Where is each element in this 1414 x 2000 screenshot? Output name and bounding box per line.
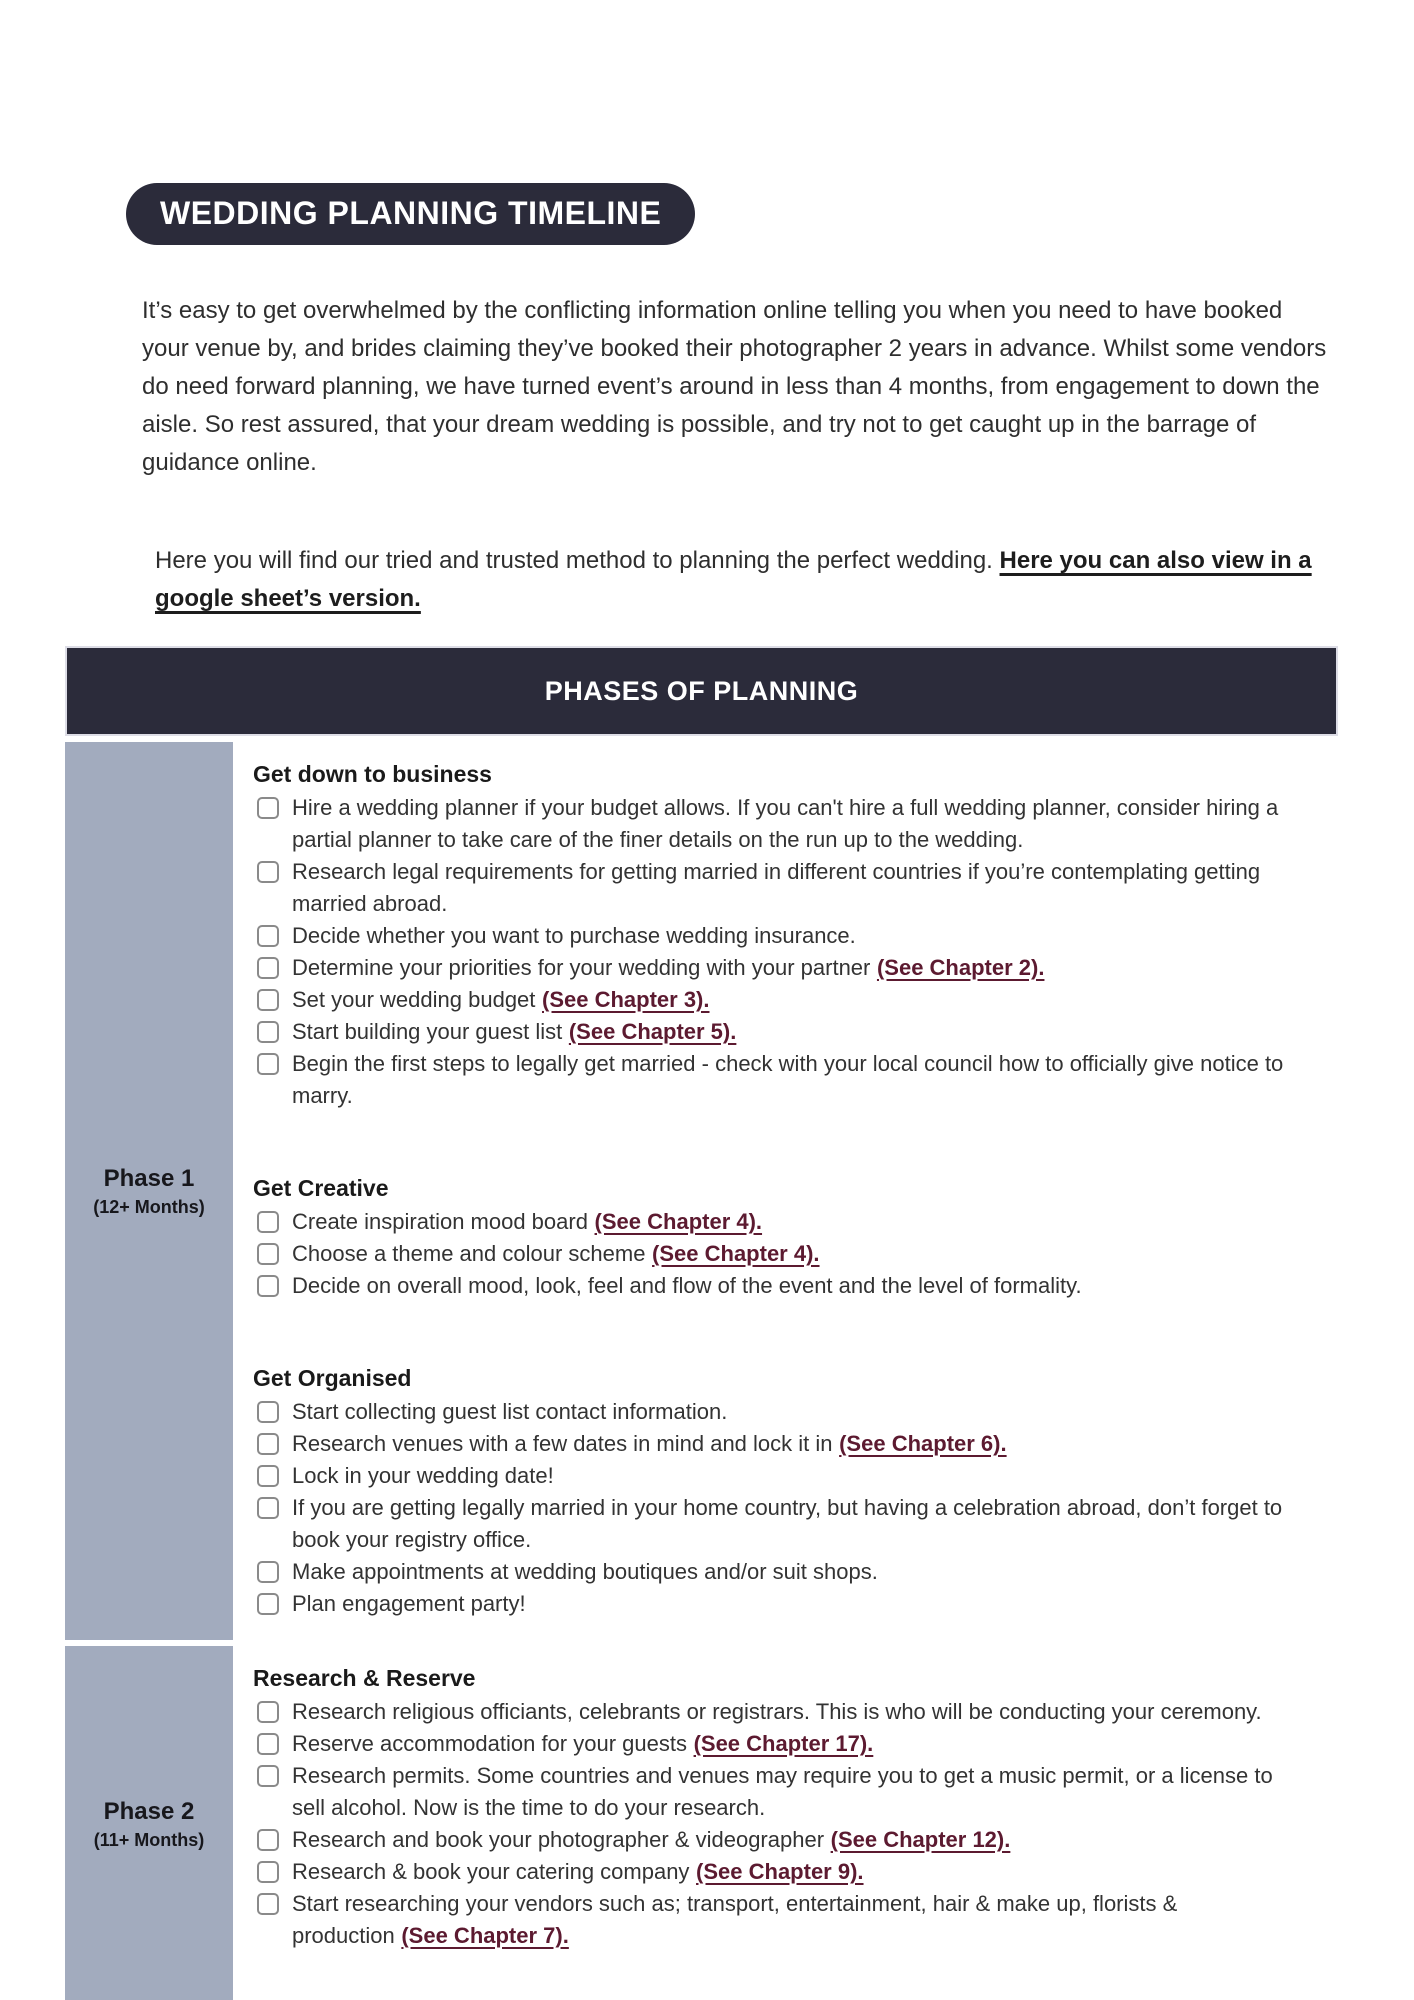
chapter-link[interactable]: (See Chapter 4). (594, 1209, 763, 1234)
intro-paragraph: It’s easy to get overwhelmed by the conflicting information online telling you when you need to have booked your venue by, and brides claiming they’ve booked their photographer 2 years in advance. Whilst some vendors do need forward planning, we have turned event’s around in less than 4 months, from engagement to down the aisle. So rest assured, that your dream wedding is possible, and try not to get caught up in the barrage of guidance online. (142, 297, 1327, 476)
checklist-item (253, 1238, 1302, 1270)
phase-label (65, 1646, 233, 2000)
checklist-item (253, 1856, 1302, 1888)
item-text (292, 792, 1302, 856)
checkbox[interactable] (257, 1561, 279, 1583)
item-text-body: Reserve accommodation for your guests (292, 1731, 687, 1756)
google-sheet-link[interactable]: Here you can also view in a google sheet’s version. (155, 547, 1312, 612)
checkbox[interactable] (257, 1829, 279, 1851)
item-text (292, 952, 1044, 984)
item-text-body: Make appointments at wedding boutiques and/or suit shops. (292, 1559, 878, 1584)
item-text-body: Create inspiration mood board (292, 1209, 588, 1234)
checklist-item (253, 1696, 1302, 1728)
phase-name: Phase 2 (103, 1797, 195, 1825)
item-text-body: Set your wedding budget (292, 987, 536, 1012)
item-text (292, 1556, 878, 1588)
checklist-item (253, 792, 1302, 856)
item-text-body: Choose a theme and colour scheme (292, 1241, 646, 1266)
section-heading: Get down to business (253, 761, 492, 787)
item-text (292, 1016, 736, 1048)
item-text (292, 1856, 864, 1888)
phase-row (65, 742, 1338, 1640)
phase-label (65, 742, 233, 1640)
checkbox[interactable] (257, 1433, 279, 1455)
item-text-body: Start researching your vendors such as; transport, entertainment, hair & make up, florists & production (292, 1891, 1178, 1948)
checklist-item (253, 1888, 1302, 1952)
item-text (292, 1728, 873, 1760)
checkbox[interactable] (257, 925, 279, 947)
phase-name: Phase 1 (103, 1164, 195, 1192)
item-text-body: Determine your priorities for your wedding with your partner (292, 955, 871, 980)
checkbox[interactable] (257, 1593, 279, 1615)
item-text (292, 1396, 727, 1428)
checklist-item (253, 1760, 1302, 1824)
checkbox[interactable] (257, 957, 279, 979)
item-text-body: Start collecting guest list contact information. (292, 1399, 728, 1424)
checklist-item (253, 1556, 1302, 1588)
item-text-body: Research venues with a few dates in mind and lock it in (292, 1431, 833, 1456)
section-heading: Get Organised (253, 1365, 412, 1391)
checklist-section (253, 1172, 1302, 1302)
chapter-link[interactable]: (See Chapter 7). (401, 1923, 569, 1948)
item-text-body: Research permits. Some countries and venues may require you to get a music permit, or a license to sell alcohol. Now is the time to do your research. (292, 1763, 1273, 1820)
chapter-link[interactable]: (See Chapter 5). (568, 1019, 737, 1044)
item-text (292, 856, 1302, 920)
page-title: WEDDING PLANNING TIMELINE (126, 183, 695, 245)
phases-table (65, 646, 1338, 2000)
phase-rows-container (65, 742, 1338, 2000)
section-heading: Research & Reserve (253, 1665, 476, 1691)
method-text: Here you will find our tried and trusted method to planning the perfect wedding. (155, 547, 993, 574)
checkbox[interactable] (257, 1733, 279, 1755)
checkbox[interactable] (257, 1243, 279, 1265)
checklist-item (253, 1270, 1302, 1302)
checklist-item (253, 984, 1302, 1016)
checkbox[interactable] (257, 1053, 279, 1075)
item-text-body: Hire a wedding planner if your budget allows. If you can't hire a full wedding planner, consider hiring a partial planner to take care of the finer details on the run up to the wedding. (292, 795, 1279, 852)
item-text (292, 1428, 1007, 1460)
checklist-item (253, 1206, 1302, 1238)
checkbox[interactable] (257, 1401, 279, 1423)
item-text-body: Decide whether you want to purchase wedding insurance. (292, 923, 856, 948)
checkbox[interactable] (257, 1861, 279, 1883)
checkbox[interactable] (257, 1021, 279, 1043)
checkbox[interactable] (257, 1275, 279, 1297)
checklist-item (253, 1428, 1302, 1460)
item-text-body: Begin the first steps to legally get married - check with your local council how to officially give notice to marry. (292, 1051, 1284, 1108)
item-text-body: Research religious officiants, celebrants or registrars. This is who will be conducting your ceremony. (292, 1699, 1262, 1724)
item-text (292, 1270, 1082, 1302)
checkbox[interactable] (257, 1701, 279, 1723)
item-text (292, 1888, 1302, 1952)
item-text (292, 1238, 820, 1270)
phase-duration: (12+ Months) (93, 1196, 205, 1217)
chapter-link[interactable]: (See Chapter 9). (696, 1859, 864, 1884)
checklist-section (253, 1362, 1302, 1620)
item-text (292, 1824, 1010, 1856)
chapter-link[interactable]: (See Chapter 6). (839, 1431, 1007, 1456)
item-text (292, 1048, 1302, 1112)
checkbox[interactable] (257, 1497, 279, 1519)
chapter-link[interactable]: (See Chapter 3). (542, 987, 710, 1012)
item-text-body: Research & book your catering company (292, 1859, 690, 1884)
item-text-body: Decide on overall mood, look, feel and flow of the event and the level of formality. (292, 1273, 1082, 1298)
item-text (292, 1492, 1302, 1556)
item-text (292, 1760, 1302, 1824)
item-text-body: Lock in your wedding date! (292, 1463, 554, 1488)
item-text (292, 1588, 526, 1620)
item-text-body: Start building your guest list (292, 1019, 563, 1044)
checklist-section (253, 1662, 1302, 1952)
item-text (292, 1696, 1262, 1728)
chapter-link[interactable]: (See Chapter 17). (693, 1731, 874, 1756)
phase-content (233, 742, 1338, 1640)
checkbox[interactable] (257, 861, 279, 883)
item-text (292, 984, 710, 1016)
section-heading: Get Creative (253, 1175, 389, 1201)
checklist-item (253, 1728, 1302, 1760)
checklist-item (253, 1396, 1302, 1428)
table-header: PHASES OF PLANNING (65, 646, 1338, 736)
checkbox[interactable] (257, 1465, 279, 1487)
item-text-body: Plan engagement party! (292, 1591, 526, 1616)
checklist-item (253, 1048, 1302, 1112)
item-text (292, 1206, 762, 1238)
checklist-section (253, 758, 1302, 1112)
item-text-body: Research legal requirements for getting married in different countries if you’re contemplating getting married abroad. (292, 859, 1261, 916)
checklist-item (253, 920, 1302, 952)
item-text-body: Research and book your photographer & videographer (292, 1827, 825, 1852)
checklist-item (253, 856, 1302, 920)
item-text-body: If you are getting legally married in your home country, but having a celebration abroad, don’t forget to book your registry office. (292, 1495, 1283, 1552)
checkbox[interactable] (257, 1893, 279, 1915)
phase-content (233, 1646, 1338, 2000)
checklist-item (253, 1824, 1302, 1856)
chapter-link[interactable]: (See Chapter 12). (830, 1827, 1011, 1852)
checkbox[interactable] (257, 1765, 279, 1787)
checkbox[interactable] (257, 989, 279, 1011)
phase-duration: (11+ Months) (93, 1829, 205, 1850)
chapter-link[interactable]: (See Chapter 4). (652, 1241, 820, 1266)
chapter-link[interactable]: (See Chapter 2). (876, 955, 1045, 980)
checklist-item (253, 1016, 1302, 1048)
method-paragraph (155, 542, 1320, 618)
checkbox[interactable] (257, 1211, 279, 1233)
checklist-item (253, 952, 1302, 984)
checklist-item (253, 1492, 1302, 1556)
checkbox[interactable] (257, 797, 279, 819)
checklist-item (253, 1460, 1302, 1492)
item-text (292, 920, 856, 952)
item-text (292, 1460, 554, 1492)
checklist-item (253, 1588, 1302, 1620)
phase-row (65, 1646, 1338, 2000)
